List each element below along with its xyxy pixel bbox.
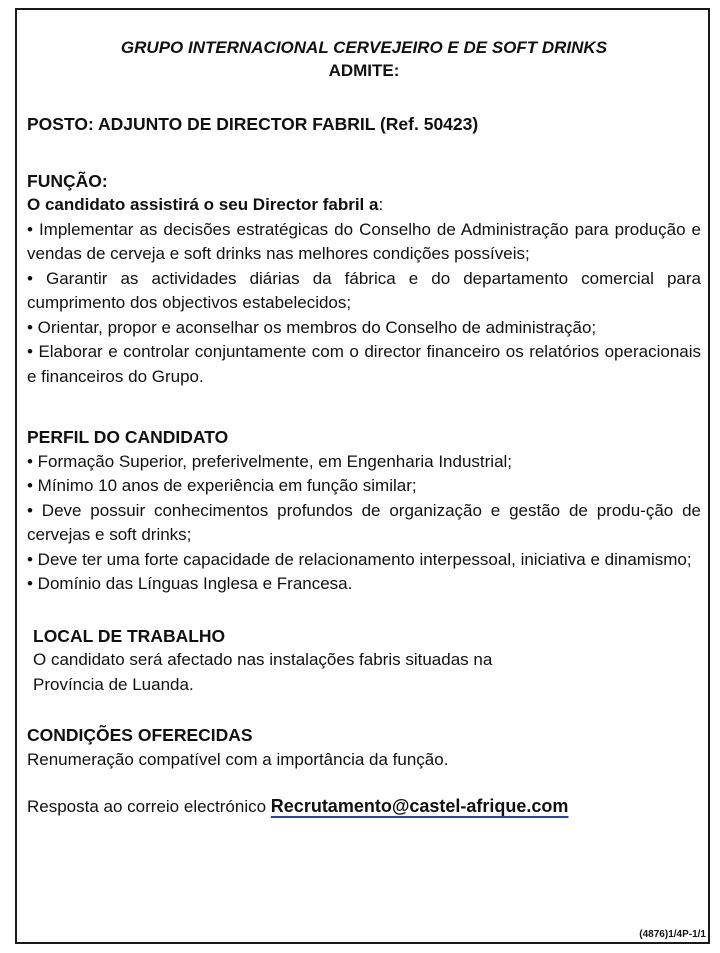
response-line: [27, 794, 701, 820]
funcao-bullet: • Implementar as decisões estratégicas do Conselho de Administração para produção e vendas de cerveja e soft drinks nas melhores condições possíveis;: [27, 219, 701, 263]
advert-title: [27, 36, 701, 82]
perfil-bullet: • Deve ter uma forte capacidade de relacionamento interpessoal, iniciativa e dinamismo;: [27, 549, 692, 569]
condicoes-heading: CONDIÇÕES OFERECIDAS: [27, 725, 253, 745]
funcao-bullet: • Orientar, propor e aconselhar os membros do Conselho de administração;: [27, 317, 597, 337]
local-heading: LOCAL DE TRABALHO: [33, 625, 226, 646]
funcao-heading: FUNÇÃO:: [27, 170, 108, 191]
local-line-1: O candidato será afectado nas instalações fabris situadas na: [33, 650, 493, 669]
admite-label: ADMITE:: [328, 61, 400, 80]
perfil-heading: PERFIL DO CANDIDATO: [27, 427, 229, 447]
reference-code: (4876)1/4P-1/1: [639, 929, 706, 940]
advert-content: [27, 36, 701, 820]
email-link[interactable]: Recrutamento@castel-afrique.com: [270, 796, 569, 816]
condicoes-section: [27, 723, 701, 772]
perfil-bullet: • Deve possuir conhecimentos profundos de organização e gestão de produ-ção de cervejas e soft drinks;: [27, 500, 701, 544]
funcao-section: [27, 169, 701, 390]
local-section: [27, 624, 701, 698]
funcao-bullet: • Garantir as actividades diárias da fábrica e do departamento comercial para cumprimento dos objectivos estabelecidos;: [27, 268, 701, 312]
perfil-bullet: • Formação Superior, preferivelmente, em Engenharia Industrial;: [27, 451, 513, 471]
perfil-bullet: • Domínio das Línguas Inglesa e Francesa.: [27, 574, 353, 593]
funcao-bullet: • Elaborar e controlar conjuntamente com o director financeiro os relatórios operacionais e financeiros do Grupo.: [27, 342, 701, 386]
funcao-intro: [27, 193, 701, 218]
funcao-intro-text: O candidato assistirá o seu Director fabril a: [27, 195, 379, 214]
perfil-bullet: • Mínimo 10 anos de experiência em função similar;: [27, 476, 417, 495]
perfil-section: [27, 425, 701, 597]
local-line-2: Província de Luanda.: [33, 674, 194, 694]
response-text: Resposta ao correio electrónico: [27, 797, 271, 816]
position-title: POSTO: ADJUNTO DE DIRECTOR FABRIL (Ref. 50423): [27, 114, 479, 134]
funcao-intro-colon: :: [378, 195, 384, 214]
condicoes-text: Renumeração compatível com a importância da função.: [27, 749, 449, 769]
company-name: GRUPO INTERNACIONAL CERVEJEIRO E DE SOFT DRINKS: [120, 38, 608, 57]
